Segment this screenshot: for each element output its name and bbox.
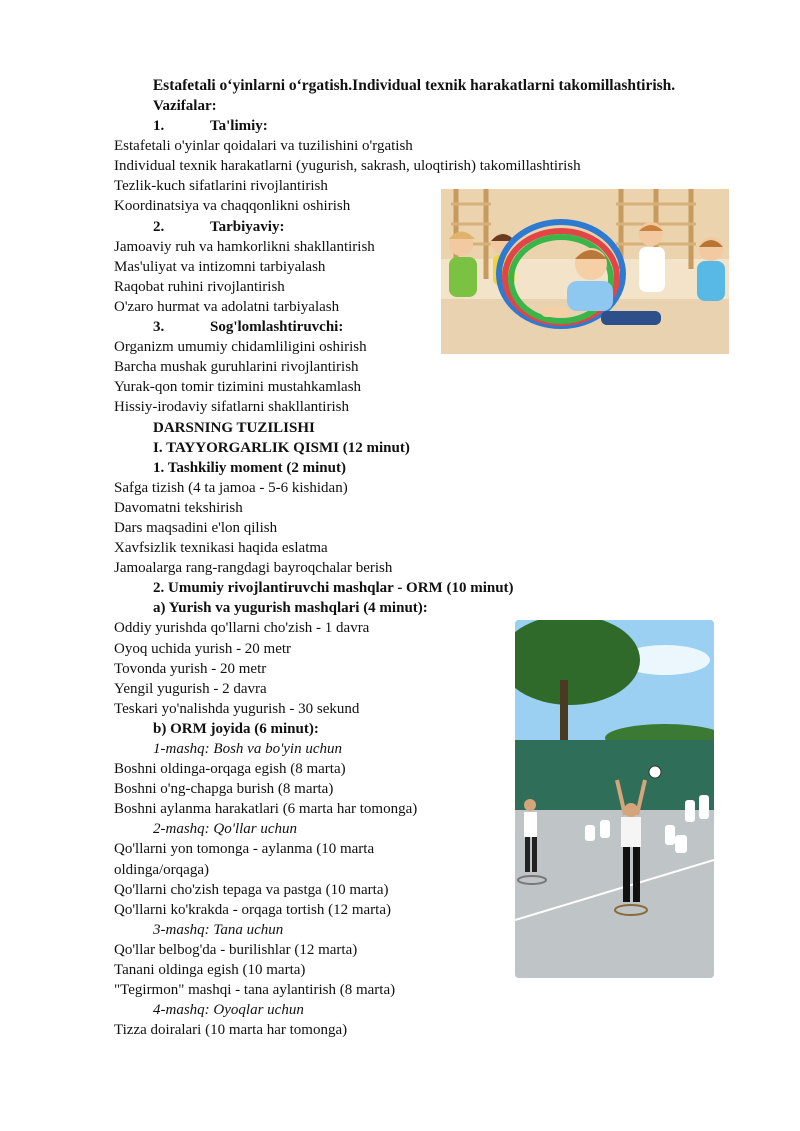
section-heading: Vazifalar: <box>153 98 217 114</box>
text-line: Qo'llarni ko'krakda - orqaga tortish (12 marta) <box>114 901 391 918</box>
text-line: Oyoq uchida yurish - 20 metr <box>114 640 292 657</box>
text-line: Mas'uliyat va intizomni tarbiyalash <box>114 258 326 275</box>
subsection-heading: b) ORM joyida (6 minut): <box>153 720 319 737</box>
text-line: Oddiy yurishda qo'llarni cho'zish - 1 davra <box>114 620 370 637</box>
text-line: Davomatni tekshirish <box>114 499 243 516</box>
text-line: Jamoalarga rang-rangdagi bayroqchalar berish <box>114 560 393 577</box>
exercise-heading: 2-mashq: Qo'llar uchun <box>153 821 298 838</box>
text-line: "Tegirmon" mashqi - tana aylantirish (8 marta) <box>114 982 396 999</box>
exercise-heading: 4-mashq: Oyoqlar uchun <box>153 1002 304 1019</box>
text-line: Qo'llarni cho'zish tepaga va pastga (10 marta) <box>114 881 389 898</box>
text-line: Dars maqsadini e'lon qilish <box>114 519 278 536</box>
text-line: Jamoaviy ruh va hamkorlikni shakllantirish <box>114 238 375 255</box>
outdoor-class-illustration <box>515 620 714 978</box>
text-line: Xavfsizlik texnikasi haqida eslatma <box>114 540 328 557</box>
text-line: Teskari yo'nalishda yugurish - 30 sekund <box>114 700 360 717</box>
outdoor-class-photo <box>515 620 714 978</box>
task-heading: 3. Sog'lomlashtiruvchi: <box>153 319 344 336</box>
children-hoops-photo <box>441 189 729 354</box>
text-line: Safga tizish (4 ta jamoa - 5-6 kishidan) <box>114 479 348 496</box>
text-line: Raqobat ruhini rivojlantirish <box>114 278 285 295</box>
children-hoops-illustration <box>441 189 729 354</box>
text-line: Yengil yugurish - 2 davra <box>114 680 267 697</box>
text-line: Boshni o'ng-chapga burish (8 marta) <box>114 781 334 798</box>
text-line: Qo'llar belbog'da - burilishlar (12 marta) <box>114 941 358 958</box>
subsection-heading: a) Yurish va yugurish mashqlari (4 minut): <box>153 600 428 617</box>
document-title: Estafetali o‘yinlarni o‘rgatish.Individual texnik harakatlarni takomillashtirish. <box>152 77 676 94</box>
task-heading: 2. Tarbiyaviy: <box>153 218 285 235</box>
text-line: Qo'llarni yon tomonga - aylanma (10 marta <box>114 841 375 858</box>
exercise-heading: 1-mashq: Bosh va bo'yin uchun <box>153 741 343 757</box>
exercise-heading: 3-mashq: Tana uchun <box>153 921 284 938</box>
text-line: Boshni aylanma harakatlari (6 marta har tomonga) <box>114 801 418 818</box>
text-line: Tovonda yurish - 20 metr <box>114 660 267 677</box>
section-heading: DARSNING TUZILISHI <box>153 419 315 436</box>
subsection-heading: 1. Tashkiliy moment (2 minut) <box>153 459 346 476</box>
text-line: Estafetali o'yinlar qoidalari va tuzilishini o'rgatish <box>114 138 413 155</box>
task-heading: 1. Ta'limiy: <box>153 118 268 135</box>
text-line: Yurak-qon tomir tizimini mustahkamlash <box>114 379 362 396</box>
text-line: Organizm umumiy chidamliligini oshirish <box>114 339 367 356</box>
text-line: Individual texnik harakatlarni (yugurish, sakrash, uloqtirish) takomillashtirish <box>114 158 581 175</box>
text-line: Hissiy-irodaviy sifatlarni shakllantirish <box>114 399 349 416</box>
text-line: O'zaro hurmat va adolatni tarbiyalash <box>114 298 340 315</box>
text-line: Barcha mushak guruhlarini rivojlantirish <box>114 359 359 376</box>
text-line: Koordinatsiya va chaqqonlikni oshirish <box>114 198 351 215</box>
subsection-heading: 2. Umumiy rivojlantiruvchi mashqlar - ORM (10 minut) <box>153 580 514 597</box>
section-heading: I. TAYYORGARLIK QISMI (12 minut) <box>153 439 410 456</box>
text-line: Boshni oldinga-orqaga egish (8 marta) <box>114 761 346 778</box>
text-line: oldinga/orqaga) <box>114 861 209 878</box>
text-line: Tizza doiralari (10 marta har tomonga) <box>114 1022 348 1039</box>
text-line: Tezlik-kuch sifatlarini rivojlantirish <box>114 178 328 195</box>
text-line: Tanani oldinga egish (10 marta) <box>114 962 306 979</box>
